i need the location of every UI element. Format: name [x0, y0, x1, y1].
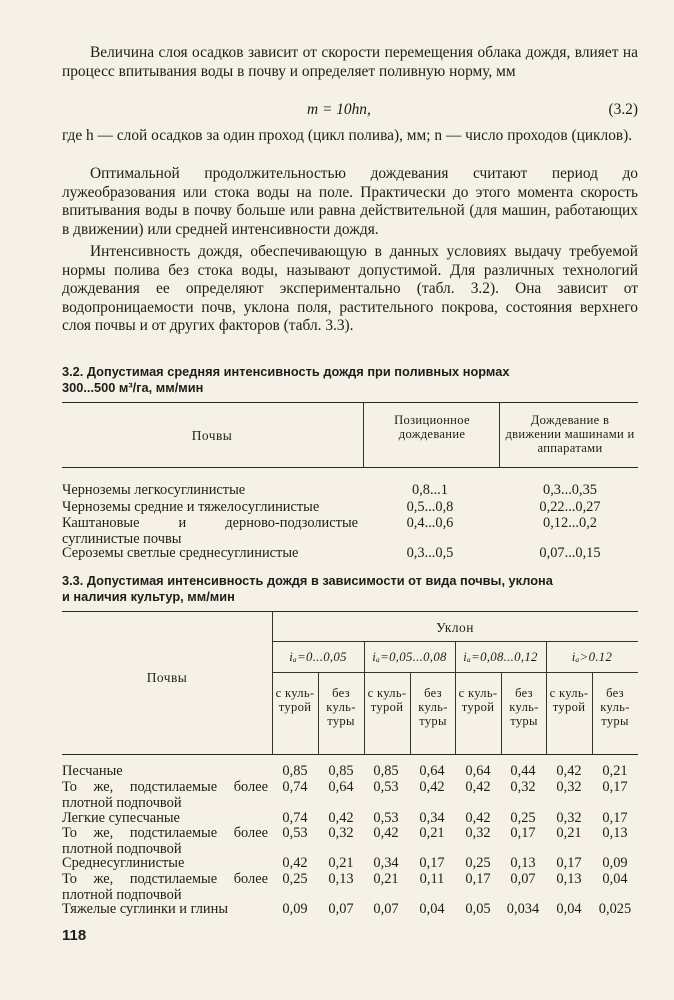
- table-3-3-cell: 0,21: [419, 825, 445, 841]
- table-3-2-caption-line1: 3.2. Допустимая средняя интенсивность дождя при поливных нормах: [62, 364, 510, 379]
- formula-3-2: [62, 101, 638, 121]
- table-3-3-sub-without-culture: без куль-туры: [418, 686, 448, 728]
- table-3-2-row-positional: 0,3...0,5: [406, 545, 454, 561]
- table-3-3-row-soil: Тяжелые суглинки и глины: [62, 901, 228, 917]
- table-3-3-cell: 0,42: [328, 810, 354, 826]
- table-3-3-header-slope: Уклон: [436, 620, 474, 635]
- table-3-3-top-rule: [62, 611, 638, 612]
- table-3-3-cell: 0,04: [419, 901, 445, 917]
- formula-expression: m = 10hn,: [307, 101, 371, 118]
- table-3-3-cell: 0,32: [328, 825, 354, 841]
- table-3-3-cell: 0,53: [373, 810, 399, 826]
- paragraph-2: где h — слой осадков за один проход (цикл полива), мм; n — число проходов (циклов).: [62, 127, 633, 144]
- table-3-3-cell: 0,74: [282, 810, 308, 826]
- table-3-3-cell: 0,21: [373, 871, 399, 887]
- table-3-3-slope-group-3: iₐ=0,08...0,12: [463, 650, 538, 664]
- table-3-3-cell: 0,53: [282, 825, 308, 841]
- formula-number: (3.2): [608, 101, 638, 118]
- table-3-3-sub-without-culture: без куль-туры: [509, 686, 539, 728]
- table-3-3-cell: 0,17: [419, 855, 445, 871]
- table-3-2-row-soil: Каштановые и дерново-подзолистые суглинистые почвы: [62, 515, 358, 547]
- table-3-3-cell: 0,85: [328, 763, 354, 779]
- table-3-3-sub-with-culture: с куль-турой: [549, 686, 589, 714]
- paragraph-3: Оптимальной продолжительностью дождевания считают период до лужеобразования или стока воды на поле. Практически до этого момента скорость впитывания воды в почву больше или равна действительной (для машин, работающих в движении) или средней интенсивности дождя.: [62, 165, 638, 238]
- table-3-2-row-positional: 0,8...1: [412, 482, 448, 498]
- table-3-2-row-moving: 0,3...0,35: [543, 482, 597, 498]
- table-3-3-slope-group-4: iₐ>0.12: [571, 650, 613, 664]
- table-3-3-cell: 0,34: [419, 810, 445, 826]
- table-3-3-caption-line2: и наличия культур, мм/мин: [62, 589, 235, 604]
- table-3-3-cell: 0,64: [328, 779, 354, 795]
- table-3-2-row-soil: Черноземы легкосуглинистые: [62, 482, 246, 498]
- table-3-3-cell: 0,17: [556, 855, 582, 871]
- table-3-3-cell: 0,25: [510, 810, 536, 826]
- table-3-3-cell: 0,42: [465, 779, 491, 795]
- table-3-3-cell: 0,13: [328, 871, 354, 887]
- table-3-3-cell: 0,04: [556, 901, 582, 917]
- table-3-3-cell: 0,21: [328, 855, 354, 871]
- table-3-3-caption: [62, 573, 638, 605]
- table-3-2-vline-1: [363, 403, 364, 467]
- table-3-3-cell: 0,25: [465, 855, 491, 871]
- table-3-3-caption-line1: 3.3. Допустимая интенсивность дождя в зависимости от вида почвы, уклона: [62, 573, 553, 588]
- table-3-3-cell: 0,85: [282, 763, 308, 779]
- table-3-3-cell: 0,42: [419, 779, 445, 795]
- table-3-3-cell: 0,32: [465, 825, 491, 841]
- table-3-3-cell: 0,11: [419, 871, 445, 887]
- table-3-3-cell: 0,07: [373, 901, 399, 917]
- table-3-3-cell: 0,07: [328, 901, 354, 917]
- table-3-3-row-soil: То же, подстилаемые более плотной подпочвой: [62, 825, 268, 857]
- table-3-3-cell: 0,42: [282, 855, 308, 871]
- page-number: 118: [62, 927, 87, 944]
- table-3-2-row-soil: Черноземы средние и тяжелосуглинистые: [62, 499, 320, 515]
- table-3-2-header-rule: [62, 467, 638, 468]
- table-3-3-row-soil: Среднесуглинистые: [62, 855, 185, 871]
- table-3-3-row-soil: То же, подстилаемые более плотной подпочвой: [62, 779, 268, 811]
- table-3-3-cell: 0,53: [373, 779, 399, 795]
- table-3-3-sub-without-culture: без куль-туры: [326, 686, 356, 728]
- table-3-2-caption-line2: 300...500 м³/га, мм/мин: [62, 380, 204, 395]
- table-3-2-header-soils: Почвы: [191, 428, 233, 443]
- table-3-3-cell: 0,85: [373, 763, 399, 779]
- table-3-3-cell: 0,034: [506, 901, 540, 917]
- table-3-3-header-soils: Почвы: [146, 670, 188, 685]
- table-3-3-cell: 0,07: [510, 871, 536, 887]
- table-3-3-cell: 0,13: [510, 855, 536, 871]
- table-3-3-slope-group-1: iₐ=0...0,05: [289, 650, 347, 664]
- table-3-3-cell: 0,21: [556, 825, 582, 841]
- table-3-3-cell: 0,42: [465, 810, 491, 826]
- table-3-3-sub-without-culture: без куль-туры: [600, 686, 630, 728]
- table-3-2-row-moving: 0,12...0,2: [543, 515, 597, 531]
- table-3-3-cell: 0,21: [602, 763, 628, 779]
- table-3-3-cell: 0,09: [282, 901, 308, 917]
- table-3-3-cell: 0,04: [602, 871, 628, 887]
- table-3-2-row-positional: 0,4...0,6: [406, 515, 454, 531]
- table-3-3-cell: 0,64: [465, 763, 491, 779]
- table-3-3-cell: 0,42: [373, 825, 399, 841]
- table-3-3-cell: 0,17: [465, 871, 491, 887]
- table-3-3-sub-with-culture: с куль-турой: [275, 686, 315, 714]
- table-3-2-row-soil: Сероземы светлые среднесуглинистые: [62, 545, 299, 561]
- table-3-3-row-soil: Легкие супесчаные: [62, 810, 180, 826]
- table-3-2-row-positional: 0,5...0,8: [406, 499, 454, 515]
- table-3-3-cell: 0,13: [602, 825, 628, 841]
- table-3-3-cell: 0,17: [602, 779, 628, 795]
- paragraph-4: Интенсивность дождя, обеспечивающую в данных условиях выдачу требуемой нормы полива без стока воды, называют допустимой. Для различных технологий дождевания ее определяют экспериментально (табл. 3.2). Она зависит от водопроницаемости почв, уклона поля, растительного покрова, состояния верхнего слоя почвы и от других факторов (табл. 3.3).: [62, 243, 638, 334]
- table-3-3-cell: 0,25: [282, 871, 308, 887]
- table-3-3-cell: 0,32: [556, 810, 582, 826]
- table-3-2-header-positional: Позиционное дождевание: [394, 413, 470, 441]
- table-3-3-cell: 0,42: [556, 763, 582, 779]
- table-3-3-row-soil: То же, подстилаемые более плотной подпочвой: [62, 871, 268, 903]
- table-3-2-top-rule: [62, 402, 638, 403]
- table-3-3-cell: 0,44: [510, 763, 536, 779]
- table-3-3-cell: 0,74: [282, 779, 308, 795]
- table-3-3-slope-group-2: iₐ=0,05...0,08: [372, 650, 447, 664]
- table-3-2-caption: [62, 364, 638, 396]
- table-3-3-sub-with-culture: с куль-турой: [458, 686, 498, 714]
- table-3-3-sub-with-culture: с куль-турой: [367, 686, 407, 714]
- table-3-3-cell: 0,13: [556, 871, 582, 887]
- table-3-3-cell: 0,09: [602, 855, 628, 871]
- table-3-3-cell: 0,05: [465, 901, 491, 917]
- table-3-3-row-soil: Песчаные: [62, 763, 123, 779]
- table-3-3-header-rule: [62, 754, 638, 755]
- table-3-2-row-moving: 0,07...0,15: [539, 545, 601, 561]
- table-3-3-cell: 0,025: [598, 901, 632, 917]
- table-3-3-cell: 0,17: [510, 825, 536, 841]
- table-3-3-cell: 0,64: [419, 763, 445, 779]
- paragraph-1: Величина слоя осадков зависит от скорости перемещения облака дождя, влияет на процесс впитывания воды в почву и определяет поливную норму, мм: [62, 44, 638, 80]
- table-3-3-cell: 0,34: [373, 855, 399, 871]
- table-3-3-cell: 0,32: [556, 779, 582, 795]
- table-3-3-cell: 0,32: [510, 779, 536, 795]
- table-3-2-header-moving: Дождевание в движении машинами и аппаратами: [505, 413, 635, 455]
- table-3-2-vline-2: [499, 403, 500, 467]
- table-3-3-cell: 0,17: [602, 810, 628, 826]
- table-3-2-row-moving: 0,22...0,27: [539, 499, 601, 515]
